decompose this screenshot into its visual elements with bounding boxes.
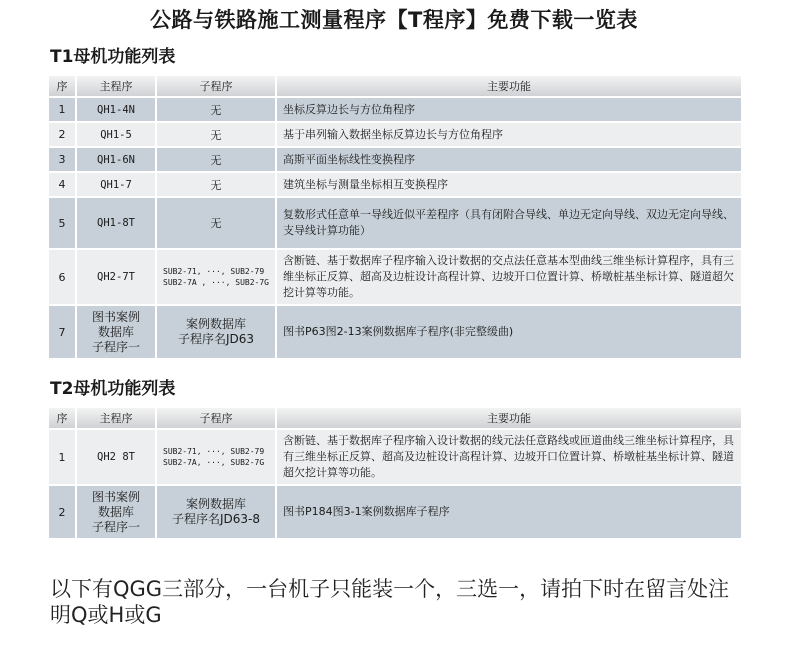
t1-heading: T1母机功能列表 (50, 47, 176, 67)
cell-no: 2 (49, 486, 77, 538)
cell-main: QH1-6N (77, 148, 157, 171)
cell-no: 4 (49, 173, 77, 196)
t2-table (49, 406, 743, 540)
cell-sub: 案例数据库 子程序名JD63 (157, 306, 277, 358)
table-row (49, 173, 743, 196)
page-title: 公路与铁路施工测量程序【T程序】免费下载一览表 (150, 8, 638, 32)
cell-main: QH2 8T (77, 430, 157, 484)
cell-func: 坐标反算边长与方位角程序 (277, 98, 743, 121)
cell-sub: 无 (157, 148, 277, 171)
cell-sub: SUB2-71, ···, SUB2-79 SUB2-7A , ···, SUB2-7G (157, 250, 277, 304)
col-header-no: 序 (49, 76, 77, 96)
cell-no: 1 (49, 430, 77, 484)
cell-main: QH1-4N (77, 98, 157, 121)
cell-main: 图书案例 数据库 子程序一 (77, 486, 157, 538)
table-row (49, 486, 743, 538)
cell-func: 基于串列输入数据坐标反算边长与方位角程序 (277, 123, 743, 146)
col-header-func: 主要功能 (277, 76, 743, 96)
cell-sub: 无 (157, 173, 277, 196)
col-header-no: 序 (49, 408, 77, 428)
cell-func: 建筑坐标与测量坐标相互变换程序 (277, 173, 743, 196)
cell-func: 高斯平面坐标线性变换程序 (277, 148, 743, 171)
cell-sub: 无 (157, 198, 277, 248)
cell-main: QH1-5 (77, 123, 157, 146)
t1-header-row (49, 76, 743, 96)
cell-no: 2 (49, 123, 77, 146)
cell-func: 复数形式任意单一导线近似平差程序（具有闭附合导线、单边无定向导线、双边无定向导线、支导线计算功能） (277, 198, 743, 248)
col-header-sub: 子程序 (157, 408, 277, 428)
cell-main: 图书案例 数据库 子程序一 (77, 306, 157, 358)
cell-main: QH1-7 (77, 173, 157, 196)
table-row (49, 98, 743, 121)
col-header-main: 主程序 (77, 408, 157, 428)
cell-func: 含断链、基于数据库子程序输入设计数据的交点法任意基本型曲线三维坐标计算程序，具有三维坐标正反算、超高及边桩设计高程计算、边坡开口位置计算、桥墩桩基坐标计算、隧道超欠挖计算等功能。 (277, 250, 743, 304)
cell-sub: SUB2-71, ···, SUB2-79 SUB2-7A, ···, SUB2-7G (157, 430, 277, 484)
cell-no: 6 (49, 250, 77, 304)
cell-no: 3 (49, 148, 77, 171)
table-row (49, 123, 743, 146)
col-header-func: 主要功能 (277, 408, 743, 428)
footer-note: 以下有QGG三部分，一台机子只能装一个，三选一，请拍下时在留言处注明Q或H或G (50, 577, 730, 627)
t1-table (49, 74, 743, 360)
cell-sub: 无 (157, 98, 277, 121)
cell-sub: 案例数据库 子程序名JD63-8 (157, 486, 277, 538)
table-row (49, 148, 743, 171)
table-row (49, 250, 743, 304)
cell-no: 7 (49, 306, 77, 358)
cell-func: 图书P63图2-13案例数据库子程序(非完整缓曲) (277, 306, 743, 358)
cell-func: 图书P184图3-1案例数据库子程序 (277, 486, 743, 538)
col-header-main: 主程序 (77, 76, 157, 96)
cell-no: 5 (49, 198, 77, 248)
table-row (49, 306, 743, 358)
table-row (49, 198, 743, 248)
col-header-sub: 子程序 (157, 76, 277, 96)
cell-func: 含断链、基于数据库子程序输入设计数据的线元法任意路线或匝道曲线三维坐标计算程序，具有三维坐标正反算、超高及边桩设计高程计算、边坡开口位置计算、桥墩桩基坐标计算、隧道超欠挖计算等功能。 (277, 430, 743, 484)
t2-heading: T2母机功能列表 (50, 379, 176, 399)
cell-sub: 无 (157, 123, 277, 146)
cell-main: QH1-8T (77, 198, 157, 248)
cell-no: 1 (49, 98, 77, 121)
cell-main: QH2-7T (77, 250, 157, 304)
table-row (49, 430, 743, 484)
t2-header-row (49, 408, 743, 428)
